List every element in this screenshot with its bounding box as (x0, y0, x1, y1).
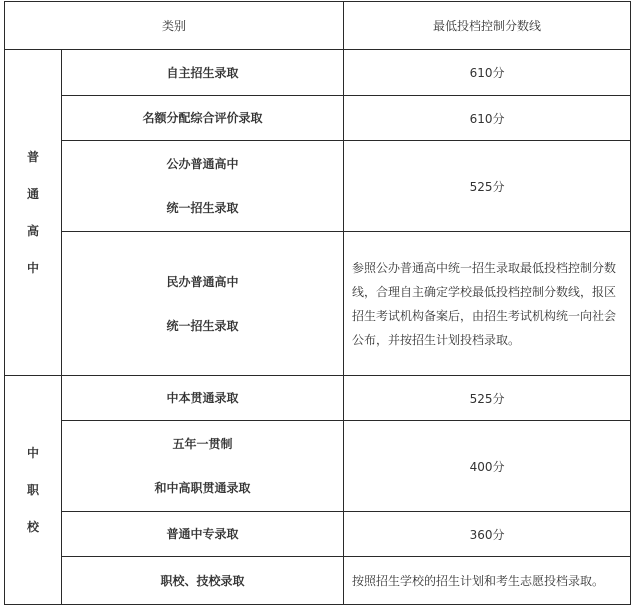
group-label-vocational-school (5, 376, 62, 605)
table-header-row (5, 2, 631, 50)
row-label: 职校、技校录取 (62, 557, 344, 605)
group-char: 普 (26, 150, 39, 164)
table-row (5, 96, 631, 141)
group-char: 校 (26, 520, 39, 534)
group-char: 职 (26, 483, 39, 497)
row-value: 525分 (344, 376, 631, 421)
group-char: 高 (26, 224, 39, 238)
row-label: 普通中专录取 (62, 512, 344, 557)
row-label: 名额分配综合评价录取 (62, 96, 344, 141)
group-char: 中 (26, 261, 39, 275)
row-label: 公办普通高中 统一招生录取 (62, 141, 344, 232)
row-label: 自主招生录取 (62, 50, 344, 96)
table-row (5, 421, 631, 512)
row-value: 610分 (344, 50, 631, 96)
row-value: 610分 (344, 96, 631, 141)
row-value: 参照公办普通高中统一招生录取最低投档控制分数线，合理自主确定学校最低投档控制分数线，报区招生考试机构备案后，由招生考试机构统一向社会公布，并按招生计划投档录取。 (344, 232, 631, 376)
table-row (5, 232, 631, 376)
table-row (5, 50, 631, 96)
row-value: 360分 (344, 512, 631, 557)
header-score: 最低投档控制分数线 (344, 2, 631, 50)
admission-score-table (4, 1, 631, 605)
group-char: 中 (26, 446, 39, 460)
row-value: 525分 (344, 141, 631, 232)
row-value: 按照招生学校的招生计划和考生志愿投档录取。 (344, 557, 631, 605)
row-label: 五年一贯制 和中高职贯通录取 (62, 421, 344, 512)
row-value: 400分 (344, 421, 631, 512)
row-label: 中本贯通录取 (62, 376, 344, 421)
header-category: 类别 (5, 2, 344, 50)
table-row (5, 512, 631, 557)
table-row (5, 141, 631, 232)
row-label: 民办普通高中 统一招生录取 (62, 232, 344, 376)
group-char: 通 (26, 187, 39, 201)
group-label-general-high-school (5, 50, 62, 376)
table-row (5, 376, 631, 421)
table-row (5, 557, 631, 605)
